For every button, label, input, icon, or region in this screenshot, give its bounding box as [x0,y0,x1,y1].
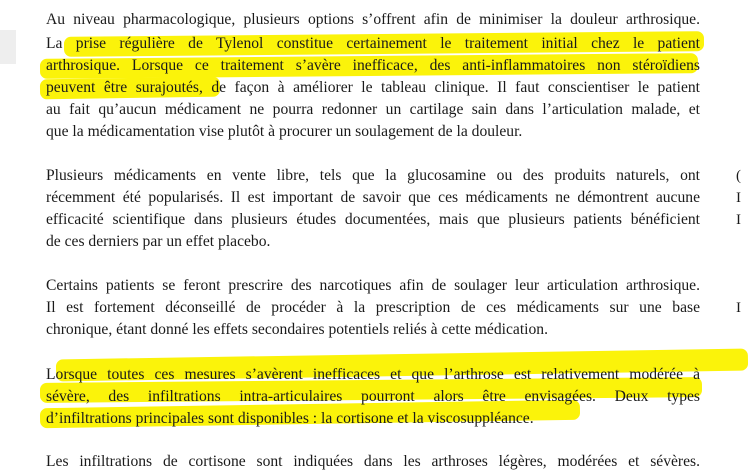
gutter-band [0,30,16,64]
paragraph-4-line-2: sévère, des infiltrations intra-articulaires pourront alors être envisagées. Deux types [46,388,700,405]
paragraph-2-line-4: de ces derniers par un effet placebo. [46,233,271,250]
paragraph-1-line-3: arthrosique. Lorsque ce traitement s’avère inefficace, des anti-inflammatoires non stéroïdiens [46,57,700,74]
paragraph-1-line-1: Au niveau pharmacologique, plusieurs options s’offrent afin de minimiser la douleur arthrosique. [46,11,700,28]
paragraph-3-line-2: Il est fortement déconseillé de procéder à la prescription de ces médicaments sur une base [46,299,700,316]
paragraph-5-line-1: Les infiltrations de cortisone sont indiquées dans les arthroses légères, modérées et sévères. [46,453,700,470]
margin-glyph: I [736,190,741,206]
paragraph-1-line-4: peuvent être surajoutés, de façon à améliorer le tableau clinique. Il faut conscientiser le patient [46,79,700,96]
paragraph-2-line-2: récemment été popularisés. Il est important de savoir que ces médicaments ne démontrent aucune [46,189,700,206]
paragraph-2-line-1: Plusieurs médicaments en vente libre, tels que la glucosamine ou des produits naturels, ont [46,167,700,184]
left-gutter [0,0,16,463]
paragraph-4-line-1: Lorsque toutes ces mesures s’avèrent inefficaces et que l’arthrose est relativement modérée à [46,366,700,383]
paragraph-4-line-3: d’infiltrations principales sont disponibles : la cortisone et la viscosuppléance. [46,410,534,427]
margin-glyph: I [736,212,741,228]
margin-glyph: ( [736,168,741,184]
paragraph-1-line-5: au fait qu’aucun médicament ne pourra redonner un cartilage sain dans l’articulation malade, et [46,101,700,118]
paragraph-2-line-3: efficacité scientifique dans plusieurs études documentées, mais que plusieurs patients bénéficient [46,211,700,228]
paragraph-3-line-3: chronique, étant donné les effets secondaires potentiels reliés à cette médication. [46,321,548,338]
right-margin-glyphs [736,0,750,463]
paragraph-1-line-6: que la médicamentation vise plutôt à procurer un soulagement de la douleur. [46,123,523,140]
margin-glyph: I [736,300,741,316]
paragraph-3-line-1: Certains patients se feront prescrire des narcotiques afin de soulager leur articulation arthrosique. [46,277,700,294]
paragraph-1-line-2: La prise régulière de Tylenol constitue certainement le traitement initial chez le patient [46,35,700,52]
